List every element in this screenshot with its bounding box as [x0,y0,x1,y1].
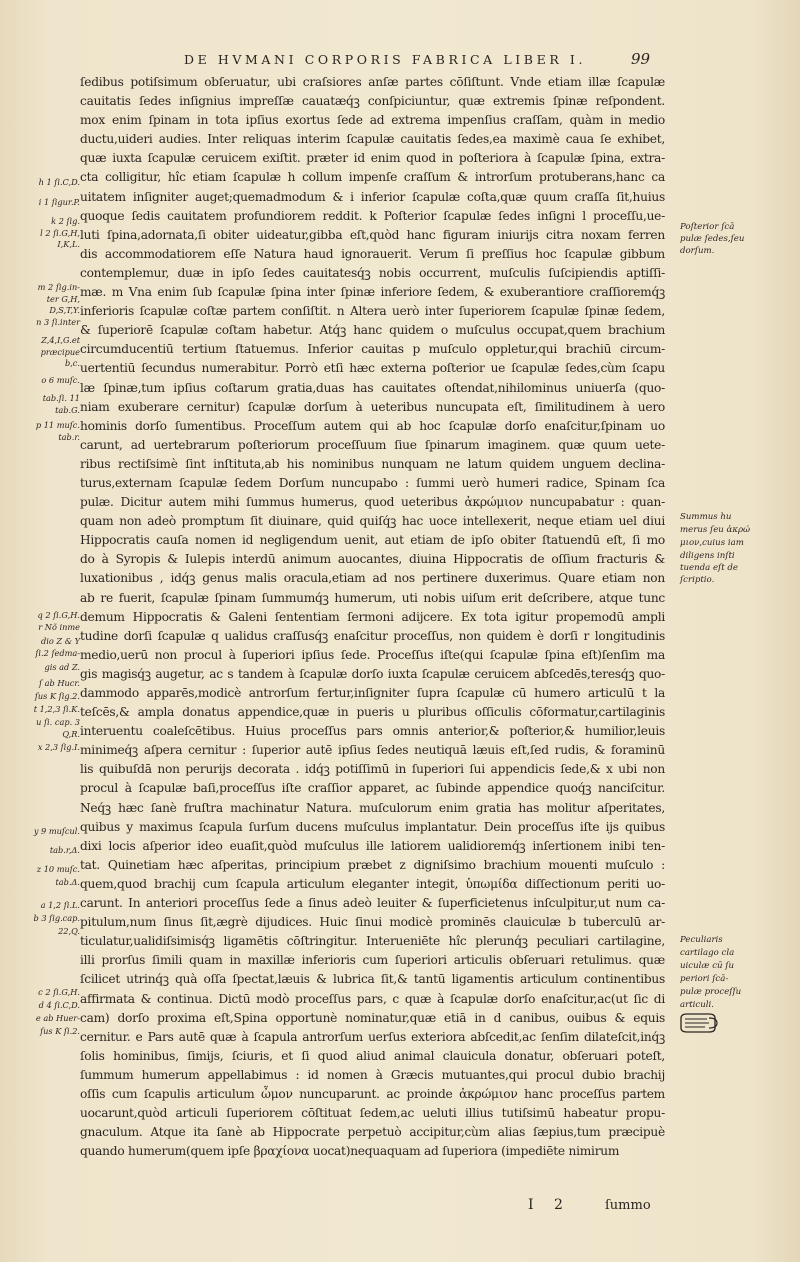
signature-mark: I 2 [528,1197,571,1213]
text-line: hominis dorſo ſumentibus. Proceſſum autem qui ab hoc ſcapulæ dorſo enaſcitur,ſpinam uo [80,418,665,433]
text-line: quando humerum(quem ipſe βραχίονα uocat)nequaquam ad ſuperiora (impediēte nimirum [80,1144,620,1159]
text-line: Neq́ꝫ hæc ſanè fruſtra machinatur Natura. muſculorum enim gratia has molitur aſperitates, [80,800,665,815]
text-line: cauitatis ſedes inſignius impreſſæ cauatæq́ꝫ conſpiciuntur, quæ extremis ſpinæ reſpondent. [80,94,665,109]
left-margin-note: m 2 ſig.in- [37,282,80,292]
right-margin-note: merus ſeu ἀκρώ [680,525,751,535]
text-line: medio,uerū non procul à ſuperiori ipſius ſede. Proceſſus iſte(qui ſcapulæ ſpina eſt)ſenſim ma [80,647,665,662]
text-line: procul à ſcapulæ baſi,proceſſus iſte craſſior apparet, ac ſubinde appendice quoq́ꝫ nanciſcitur. [80,781,665,796]
text-line: illi prorſus ſimili quam in maxillæ inferioris cum ſuperiori articulis obſeruari retulimus. quæ [80,953,665,968]
right-margin-note: pulæ proceſſu [680,987,742,997]
text-line: læ ſpinæ,tum ipſius coſtarum gratia,duas has cauitates oſtendat,nihilominus uniuerſa (quo- [80,380,665,395]
text-line: teſcēs,& ampla donatus appendice,quæ in pueris u pluribus oſſiculis cōformatur,cartilaginis [80,705,665,720]
right-margin-note: μιον,cuius iam [680,538,744,548]
left-margin-note: dio Z & Y [41,636,80,646]
left-margin-note: k 2 ſig. [51,216,80,226]
text-line: turus,externam ſcapulæ ſedem Dorſum nuncupabo : ſummi uerò humeri radice, Spinam ſca [80,475,665,490]
left-margin-note: i 1 ſigur.P. [38,197,80,207]
text-line: niam exuberare cernitur) ſcapulæ dorſum à ueteribus nuncupata eſt, ſimilitudinem à uero [80,399,665,414]
left-margin-note: h 1 ſi.C,D. [38,177,80,187]
left-margin-note: r Nõ inme [38,622,80,632]
text-line: pulæ. Dicitur autem mihi ſummus humerus, quod ueteribus ἀκρώμιον nuncupabatur : quan- [80,495,665,510]
text-line: ribus rectiſsimè ſint inſtituta,ab his nominibus nunquam ne latum quidem unguem declina- [80,456,665,471]
left-margin-note: tab.G. [55,405,80,415]
text-line: Hippocratis cauſa nomen id negligendum uenit, aut etiam de ipſo obiter ſtatuendū eſt, ſi mo [80,533,665,548]
text-line: inferioris ſcapulæ coſtæ partem conſiſtit. n Altera uerò inter ſuperiorem ſcapulæ ſpinæ ſedem, [80,304,665,319]
text-line: quam non adeò promptum ſit diuinare, quid quiſq́ꝫ hac uoce intellexerit, neque etiam uel diui [80,514,665,529]
left-margin-note: u ſi. cap. 3 [36,717,80,727]
left-margin-note: d 4 ſi.C,D. [38,1000,80,1010]
text-line: cam) dorſo proxima eſt,Spina opportunè nominatur,quæ etiā in d canibus, ouibus & equis [80,1010,665,1025]
text-line: ticulatur,ualidiſsimisq́ꝫ ligamētis cōſtringitur. Interueniēte hîc plerunq́ꝫ peculiari cartilagine, [80,934,665,949]
left-margin-note: y 9 muſcul. [33,826,80,836]
right-margin-note: Poſterior ſcā [680,222,735,232]
text-line: ſummum humerum appellabimus : id nomen à Græcis mutuantes,qui procul dubio brachij [80,1067,665,1082]
text-line: mæ. m Vna enim ſub ſcapulæ ſpina inter ſpinæ inferiore ſedem, & exuberantiore craſſioremq́ꝫ [80,285,665,300]
left-margin-note: e ab Huer- [35,1013,80,1023]
right-margin-note: uiculæ cū ſu [680,961,734,971]
left-margin-note: o 6 muſc. [41,375,80,385]
left-margin-note: l 2 ſi.G,H, [40,228,80,238]
left-margin-note: tab.r,Δ. [49,845,80,855]
left-margin-note: tab.ſi. 11 [42,393,80,403]
text-line: ductu,uideri audies. Inter reliquas interim ſcapulæ cauitatis ſedes,ea maximè caua ſe exhibet, [80,132,665,147]
text-line: demum Hippocratis & Galeni ſententiam ſermoni adijcere. Ex tota igitur propemodū ampli [80,609,665,624]
text-line: do à Syropis & Iulepis interdū animum auocantes, diuina Hippocratis de oſſium fracturis & [80,552,665,567]
text-line: gnaculum. Atque ita ſanè ab Hippocrate perpetuò accipitur,cùm alias ſæpius,tum præcipuè [80,1125,665,1140]
catchword: ſummo [605,1198,651,1213]
running-head: DE HVMANI CORPORIS FABRICA LIBER I. [183,52,587,67]
right-margin-note: pulæ ſedes,ſeu [680,234,745,244]
right-margin-note: ſcriptio. [680,575,715,585]
main-text-column [80,73,665,1161]
text-line: dis accommodatiorem eſſe Natura haud ignorauerit. Verum ſi preſſius hoc ſcapulæ gibbum [80,246,665,261]
left-margin-note: z 10 muſc. [36,864,80,874]
text-line: carunt. In anteriori proceſſus ſede a ſinus adeò leuiter & ſuperficietenus inſculpitur,ut num ca- [80,896,665,911]
left-margin-note: ter G,H, [46,294,80,304]
text-line: quem,quod brachij cum ſcapula articulum eleganter integit, ὑπωμίδα diſſectionum periti uo- [80,876,665,891]
left-margin-note: q 2 ſi.G,H. [37,610,80,620]
left-margin-note: gis ad Z. [44,662,80,672]
left-margin-note: ſi.2 ſedma- [35,648,80,658]
right-margin-note: dorſum. [680,246,715,256]
text-line: affirmata & continua. Dictū modò proceſſus pars, c quæ à ſcapulæ dorſo enaſcitur,ac(ut ſic di [80,991,665,1006]
left-margin-note: t 1,2,3 ſi.K. [33,704,80,714]
text-line: cta colligitur, hîc etiam ſcapulæ h collum impenſe craſſum & introrſum protuberans,hanc ca [80,170,665,185]
text-line: minimeq́ꝫ aſpera cernitur : ſuperior autē ipſius ſedes neutiquā læuis eſt,ſed rudis, & foraminū [80,743,665,758]
text-line: luxationibus , idq́ꝫ genus malis oracula,etiam ad nos pertinere duxerimus. Quare etiam non [80,571,665,586]
text-line: ſedibus potiſsimum obſeruatur, ubi craſsiores anſæ partes cōſiſtunt. Vnde etiam illæ ſcapulæ [80,75,665,89]
text-line: circumducentiū tertium ſtatuemus. Inferior cauitas p muſculo oppletur,qui brachiū circum- [80,342,665,357]
text-line: uitatem inſigniter auget;quemadmodum & i inferior ſcapulæ coſta,quæ quum craſſa ſit,huius [80,189,665,204]
right-margin-note: Summus hu [680,512,732,522]
left-margin-note: Z,4,I,G.et [41,335,80,345]
left-margin-note: n 3 ſi.inter [36,317,80,327]
text-line: quæ iuxta ſcapulæ ceruicem exiſtit. præter id enim quod in poſteriora à ſcapulæ ſpina, extra- [80,151,665,166]
pointing-hand-icon [679,1012,719,1034]
text-line: quibus y maximus ſcapula ſurſum ducens muſculus implantatur. Dein proceſſus iſte ijs quibus [80,819,665,834]
left-margin-note: p 11 muſc. [35,420,80,430]
text-line: carunt, ad uertebrarum poſteriorum proceſſuum ſiue ſpinarum imaginem. quæ quum uete- [80,437,665,452]
text-line: mox enim ſpinam in tota ipſius exortus ſede ad extrema impenſius craſſam, quàm in medio [80,113,665,128]
right-margin-note: diligens inſti [680,551,735,561]
right-margin-note: Peculiaris [680,935,723,945]
text-line: interuentu coaleſcētibus. Huius proceſſus pars omnis anterior,& poſterior,& humilior,leuis [80,724,665,739]
text-line: quoque ſedis cauitatem profundiorem reddit. k Poſterior ſcapulæ ſedes inſigni l proceſſu,ue- [80,208,665,223]
text-line: & ſuperiorē ſcapulæ coſtam habetur. Atq́ꝫ hanc quidem o muſculus occupat,quem brachium [80,323,665,338]
right-margin-note: cartilago cla [680,948,735,958]
left-margin-note: b,c. [64,358,80,368]
right-margin-note: tuenda eſt de [680,563,739,573]
folio-number: 99 [631,50,651,68]
left-margin-note: I,K,L. [57,239,80,249]
left-margin-note: tab.Δ. [55,877,80,887]
text-line: uocarunt,quòd articuli ſuperiorem cōſtituat ſedem,ac ueluti illius tutiſsimū habeatur propu- [80,1106,665,1121]
left-margin-note: ſ ab Hucr. [39,678,80,688]
left-margin-note: ſus K ſi.2. [40,1026,80,1036]
text-line: cernitur. e Pars autē quæ à ſcapula antrorſum uerſus exteriora abſcedit,ac ſenſim dilateſcit,inq́ꝫ [80,1029,665,1044]
left-margin-note: x 2,3 ſig.I. [37,742,80,752]
left-margin-note: tab.r. [58,432,80,442]
text-line: oſſis cum ſcapulis articulum ὦμον nuncuparunt. ac proinde ἀκρώμιον hanc proceſſus partem [80,1086,665,1101]
text-line: uertentiū ſecundus numerabitur. Porrò etſi hæc externa poſterior ue ſcapulæ ſedes,cùm ſcapu [80,361,665,376]
text-line: tudine dorſi ſcapulæ q ualidus craſſusq́ꝫ enaſcitur proceſſus, non quidem è dorſi r longitudinis [80,628,665,643]
left-margin-note: præcipue [40,347,80,357]
left-margin-note: b 3 ſig.cap. [33,913,80,923]
text-line: ſolis hominibus, ſimijs, ſciuris, et ſi quod aliud animal clauicula donatur, obſeruari poteſt, [80,1048,665,1063]
text-line: pitulum,num ſinus ſit,ægrè dijudices. Huic ſinui modicè prominēs clauiculæ b tuberculū ar- [80,915,665,930]
text-line: dixi locis aſperior ideo euaſit,quòd muſculus ille latiorem ualidioremq́ꝫ inſertionem inibi ten- [80,838,665,853]
right-margin-note: articuli. [680,1000,715,1010]
left-margin-note: Q,R. [62,729,80,739]
right-margin-note: periori ſcā- [680,974,729,984]
text-line: contemplemur, duæ in ipſo ſedes cauitatesq́ꝫ nobis occurrent, muſculis ſuſcipiendis aptiſſi- [80,265,665,280]
text-line: ab re fuerit, ſcapulæ ſpinam ſummumq́ꝫ humerum, uti nobis uiſum erit deſcribere, atque tunc [80,590,665,605]
text-line: dammodo apparēs,modicè antrorſum fertur,inſigniter ſupra ſcapulæ cū humero articulū t la [80,686,665,700]
left-margin-note: a 1,2 ſi.L. [40,900,80,910]
left-margin-note: c 2 ſi.G,H. [38,987,80,997]
left-margin-note: D,S,T,Y. [49,305,80,315]
left-margin-note: ſus K ſig.2. [34,691,80,701]
text-line: ſcilicet utrinq́ꝫ quà oſſa ſpectat,læuis & lubrica ſit,& tantū ligamentis articulum continentibus [80,972,665,987]
text-line: luti ſpina,adornata,ſi obiter uideatur,gibba eſt,quòd hanc figuram iniurijs citra noxam ferren [80,227,665,242]
left-margin-note: 22,Q. [58,926,80,936]
text-line: gis magisq́ꝫ augetur, ac s tandem à ſcapulæ dorſo iuxta ſcapulæ ceruicem abſcedēs,teresq́ꝫ quo- [80,666,665,681]
text-line: tat. Quinetiam hæc aſperitas, principium præbet z digniſsimo brachium mouenti muſculo : [80,857,665,872]
text-line: lis quibuſdā non perurijs decorata . idq́ꝫ potiſſimū in ſuperiori ſui appendicis ſede,& x ubi non [80,762,665,777]
